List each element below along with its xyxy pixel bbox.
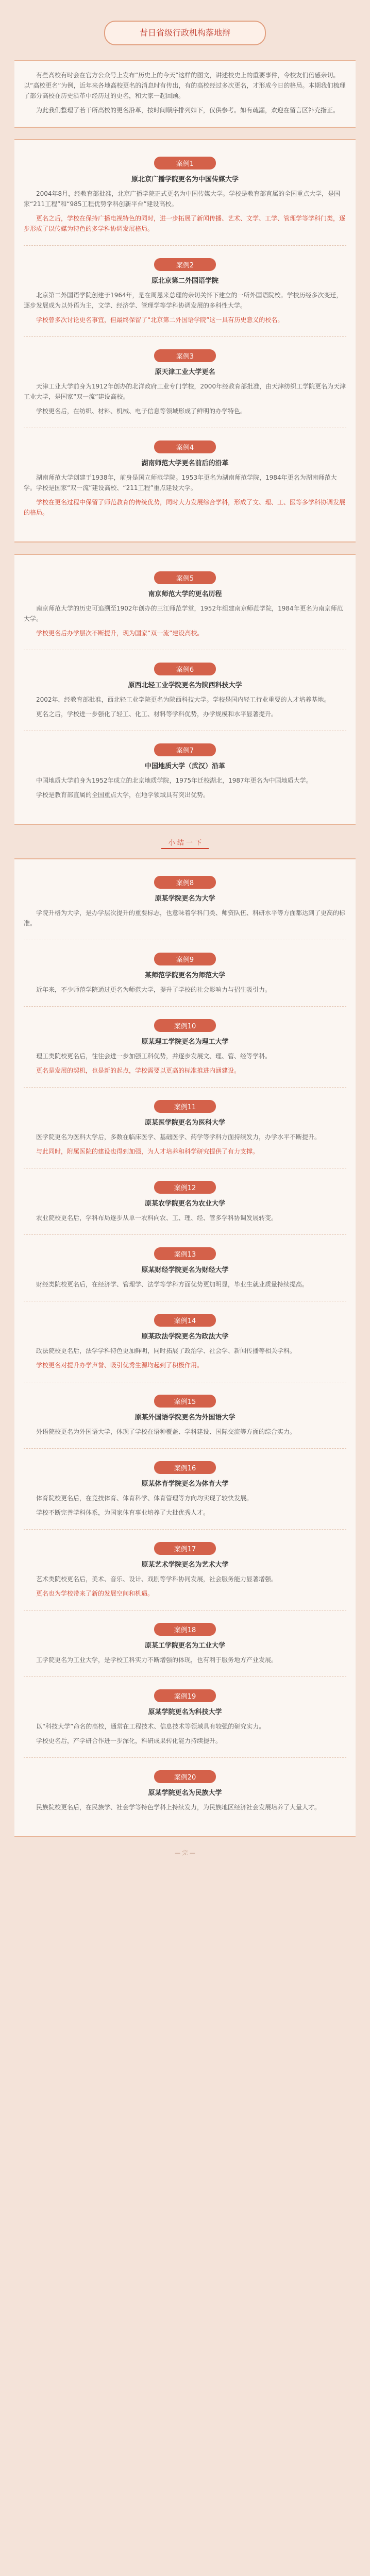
case-paragraph: 学院升格为大学，是办学层次提升的重要标志，也意味着学科门类、师资队伍、科研水平等方面都达到了更高的标准。: [24, 909, 346, 927]
case-card: [24, 1174, 346, 1235]
case-badge: 案例3: [154, 349, 216, 362]
case-paragraph: 学校不断完善学科体系，为国家体育事业培养了大批优秀人才。: [36, 1509, 210, 1516]
case-title: 原某财经学院更名为财经大学: [141, 1266, 229, 1274]
case-card: [24, 655, 346, 731]
case-highlight-paragraph: 学校在更名过程中保留了师范教育的传统优势，同时大力发展综合学科，形成了文、理、工、医等多学科协调发展的格局。: [24, 499, 346, 516]
case-card: [24, 869, 346, 940]
case-paragraph: 外语院校更名为外国语大学，体现了学校在语种覆盖、学科建设、国际交流等方面的综合实力。: [36, 1428, 296, 1435]
case-title: 原某农学院更名为农业大学: [144, 1200, 225, 1208]
case-badge: 案例15: [154, 1395, 216, 1408]
case-card: [24, 1682, 346, 1758]
case-paragraph: 2002年，经教育部批准，西北轻工业学院更名为陕西科技大学。学校是国内轻工行业重要的人才培养基地。: [36, 696, 330, 703]
case-badge: 案例12: [154, 1181, 216, 1194]
case-title: 原某工学院更名为工业大学: [144, 1642, 225, 1650]
case-badge: 案例4: [154, 440, 216, 453]
case-paragraph: 2004年8月，经教育部批准，北京广播学院正式更名为中国传媒大学。学校是教育部直属的全国重点大学，是国家“211工程”和“985工程优势学科创新平台”建设高校。: [24, 190, 341, 208]
case-card: [24, 149, 346, 246]
intro-paragraph: 有些高校有时会在官方公众号上发布“历史上的今天”这样的图文，讲述校史上的重要事件，令校友们倍感亲切。以“高校更名”为例，近年来各地高校更名的消息时有传出，有的高校经过多次更名，才形成今日的格局。本期我们梳理了部分高校在历史沿革中经历过的更名，和大家一起回顾。: [24, 72, 346, 99]
case-title: 原某体育学院更名为体育大学: [141, 1480, 229, 1488]
case-card: [24, 251, 346, 337]
case-badge: 案例16: [154, 1461, 216, 1474]
case-highlight-paragraph: 学校曾多次讨论更名事宜，但最终保留了“北京第二外国语学院”这一具有历史意义的校名。: [36, 316, 284, 324]
section-divider-label: 小 结 一 下: [161, 836, 209, 849]
case-paragraph: 学校是教育部直属的全国重点大学，在地学领域具有突出优势。: [36, 791, 210, 799]
case-paragraph: 北京第二外国语学院创建于1964年，是在周恩来总理的亲切关怀下建立的一所外国语院校。学校历经多次变迁，逐步发展成为以外语为主，文学、经济学、管理学等学科协调发展的多科性大学。: [24, 292, 343, 309]
article-content: [14, 60, 356, 1837]
case-card: [24, 1387, 346, 1449]
case-title: 原某学院更名为民族大学: [148, 1789, 222, 1797]
case-highlight-paragraph: 更名是发展的契机，也是新的起点，学校需要以更高的标准推进内涵建设。: [36, 1067, 241, 1074]
case-paragraph: 湖南师范大学创建于1938年，前身是国立师范学院。1953年更名为湖南师范学院，1984年更名为湖南师范大学。学校是国家“双一流”建设高校、“211工程”重点建设大学。: [24, 474, 337, 492]
case-paragraph: 民族院校更名后，在民族学、社会学等特色学科上持续发力，为民族地区经济社会发展培养了大量人才。: [36, 1804, 321, 1811]
case-badge: 案例19: [154, 1689, 216, 1702]
case-section: [14, 139, 356, 543]
case-card: [24, 1763, 346, 1824]
case-paragraph: 工学院更名为工业大学，是学校工科实力不断增强的体现，也有利于服务地方产业发展。: [36, 1656, 278, 1664]
end-mark: — 完 —: [175, 1850, 195, 1856]
case-title: 原某理工学院更名为理工大学: [141, 1038, 229, 1046]
case-title: 原天津工业大学更名: [155, 368, 215, 376]
case-title: 某师范学院更名为师范大学: [144, 972, 225, 979]
case-paragraph: 理工类院校更名后，往往会进一步加强工科优势，并逐步发展文、理、管、经等学科。: [36, 1053, 272, 1060]
case-title: 湖南师范大学更名前后的沿革: [141, 460, 229, 467]
case-paragraph: 南京师范大学的历史可追溯至1902年创办的三江师范学堂，1952年组建南京师范学院，1984年更名为南京师范大学。: [24, 605, 343, 622]
case-title: 原某医学院更名为医科大学: [144, 1119, 225, 1127]
case-paragraph: 医学院更名为医科大学后，多数在临床医学、基础医学、药学等学科方面持续发力，办学水平不断提升。: [36, 1133, 321, 1141]
case-section: [14, 554, 356, 825]
case-badge: 案例10: [154, 1019, 216, 1032]
case-badge: 案例1: [154, 157, 216, 170]
case-badge: 案例8: [154, 876, 216, 889]
page-title-banner: 昔日省级行政机构落地辩: [104, 21, 266, 45]
case-badge: 案例13: [154, 1247, 216, 1260]
case-paragraph: 体育院校更名后，在竞技体育、体育科学、体育管理等方向均实现了较快发展。: [36, 1495, 253, 1502]
case-badge: 案例11: [154, 1100, 216, 1113]
case-badge: 案例20: [154, 1770, 216, 1783]
case-paragraph: 近年来，不少师范学院通过更名为师范大学，提升了学校的社会影响力与招生吸引力。: [36, 986, 272, 993]
case-paragraph: 更名之后，学校进一步强化了轻工、化工、材料等学科优势，办学规模和水平显著提升。: [36, 710, 278, 718]
case-badge: 案例17: [154, 1542, 216, 1555]
case-card: [24, 1307, 346, 1382]
case-badge: 案例6: [154, 663, 216, 675]
case-paragraph: 政法院校更名后，法学学科特色更加鲜明，同时拓展了政治学、社会学、新闻传播等相关学科。: [36, 1347, 296, 1354]
case-card: [24, 1454, 346, 1530]
case-title: 原某学院更名为科技大学: [148, 1708, 222, 1716]
case-paragraph: 农业院校更名后，学科布局逐步从单一农科向农、工、理、经、管多学科协调发展转变。: [36, 1214, 278, 1222]
case-title: 原北京第二外国语学院: [151, 277, 218, 285]
case-title: 中国地质大学（武汉）沿革: [144, 762, 225, 770]
case-paragraph: 财经类院校更名后，在经济学、管理学、法学等学科方面优势更加明显，毕业生就业质量持续提高。: [36, 1281, 309, 1288]
case-card: [24, 342, 346, 428]
case-highlight-paragraph: 更名之后，学校在保持广播电视特色的同时，进一步拓展了新闻传播、艺术、文学、工学、管理学等学科门类，逐步形成了以传媒为特色的多学科协调发展格局。: [24, 215, 346, 232]
case-title: 原西北轻工业学院更名为陕西科技大学: [128, 682, 242, 689]
case-title: 原某学院更名为大学: [155, 895, 215, 903]
case-highlight-paragraph: 学校更名对提升办学声誉、吸引优秀生源均起到了积极作用。: [36, 1362, 204, 1369]
case-title: 南京师范大学的更名历程: [148, 590, 222, 598]
case-paragraph: 艺术类院校更名后，美术、音乐、设计、戏剧等学科协同发展，社会服务能力显著增强。: [36, 1575, 278, 1583]
case-paragraph: 中国地质大学前身为1952年成立的北京地质学院，1975年迁校湖北，1987年更名为中国地质大学。: [36, 777, 312, 784]
intro-section: [14, 60, 356, 128]
case-title: 原某政法学院更名为政法大学: [141, 1333, 229, 1341]
intro-paragraph: 为此我们整理了若干所高校的更名沿革，按时间顺序排列如下，仅供参考。如有疏漏，欢迎在留言区补充指正。: [36, 107, 340, 114]
case-card: [24, 1240, 346, 1301]
case-paragraph: 学校更名后，产学研合作进一步深化，科研成果转化能力持续提升。: [36, 1737, 222, 1744]
case-highlight-paragraph: 与此同时，附属医院的建设也得到加强，为人才培养和科学研究提供了有力支撑。: [36, 1148, 259, 1155]
case-title: 原某外国语学院更名为外国语大学: [134, 1414, 236, 1421]
case-badge: 案例14: [154, 1314, 216, 1327]
case-paragraph: 学校更名后，在纺织、材料、机械、电子信息等领域形成了鲜明的办学特色。: [36, 408, 247, 415]
case-badge: 案例9: [154, 953, 216, 965]
case-card: [24, 1012, 346, 1088]
case-badge: 案例2: [154, 258, 216, 271]
case-title: 原北京广播学院更名为中国传媒大学: [131, 176, 239, 183]
case-paragraph: 以“科技大学”命名的高校，通常在工程技术、信息技术等领域具有较强的研究实力。: [36, 1723, 265, 1730]
case-card: [24, 945, 346, 1007]
case-card: [24, 1535, 346, 1611]
case-paragraph: 天津工业大学前身为1912年创办的北洋政府工业专门学校，2000年经教育部批准，由天津纺织工学院更名为天津工业大学，是国家“双一流”建设高校。: [24, 383, 346, 400]
case-card: [24, 564, 346, 650]
case-highlight-paragraph: 更名也为学校带来了新的发展空间和机遇。: [36, 1590, 154, 1597]
case-card: [24, 736, 346, 811]
section-divider: [14, 836, 356, 849]
case-card: [24, 1616, 346, 1677]
case-section: [14, 858, 356, 1837]
case-card: [24, 433, 346, 529]
case-badge: 案例18: [154, 1623, 216, 1636]
case-card: [24, 1093, 346, 1168]
case-badge: 案例7: [154, 743, 216, 756]
case-highlight-paragraph: 学校更名后办学层次不断提升，现为国家“双一流”建设高校。: [36, 630, 204, 637]
case-title: 原某艺术学院更名为艺术大学: [141, 1561, 229, 1569]
case-badge: 案例5: [154, 571, 216, 584]
